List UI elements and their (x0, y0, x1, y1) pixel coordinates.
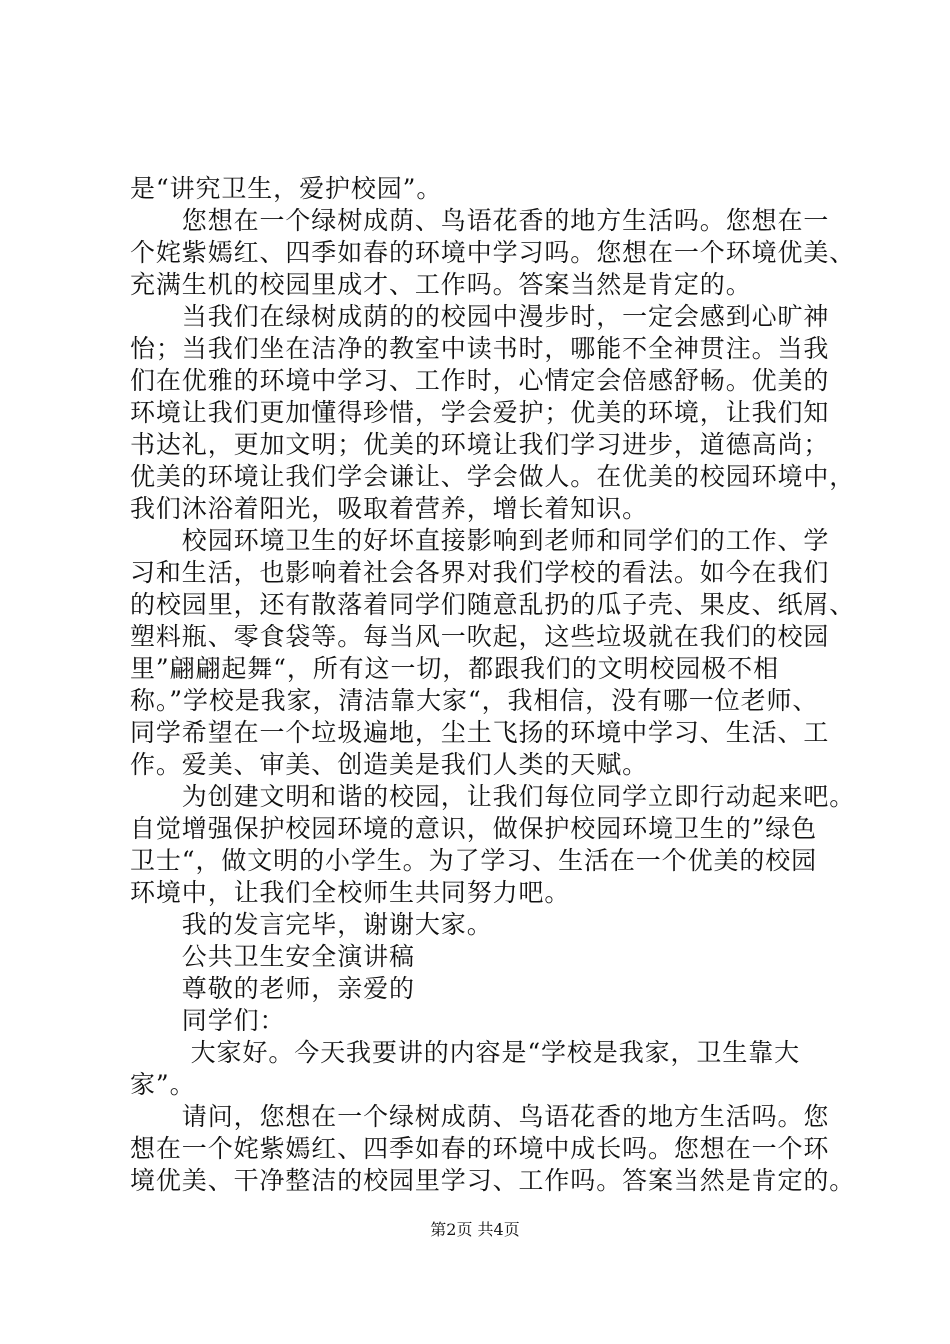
text-line: 我们沐浴着阳光，吸取着营养，增长着知识。 (130, 494, 649, 523)
text-line: 我的发言完毕，谢谢大家。 (130, 910, 493, 939)
text-line: 环境让我们更加懂得珍惜，学会爱护；优美的环境，让我们知 (130, 398, 830, 427)
text-line: 作。爱美、审美、创造美是我们人类的天赋。 (130, 750, 649, 779)
text-line: 校园环境卫生的好坏直接影响到老师和同学们的工作、学 (130, 526, 830, 555)
text-line: 个姹紫嫣红、四季如春的环境中学习吗。您想在一个环境优美、 (130, 238, 856, 267)
text-line: 充满生机的校园里成才、工作吗。答案当然是肯定的。 (130, 270, 752, 299)
text-line: 大家好。今天我要讲的内容是“学校是我家，卫生靠大 (130, 1038, 801, 1067)
text-line: 里”翩翩起舞“，所有这一切，都跟我们的文明校园极不相 (130, 654, 779, 683)
text-line: 优美的环境让我们学会谦让、学会做人。在优美的校园环境中， (130, 462, 856, 491)
text-line: 尊敬的老师，亲爱的 (130, 974, 415, 1003)
text-line: 同学们： (130, 1006, 286, 1035)
text-line: 的校园里，还有散落着同学们随意乱扔的瓜子壳、果皮、纸屑、 (130, 590, 856, 619)
text-line: 同学希望在一个垃圾遍地，尘土飞扬的环境中学习、生活、工 (130, 718, 830, 747)
text-line: 书达礼，更加文明；优美的环境让我们学习进步，道德高尚； (130, 430, 830, 459)
text-line: 公共卫生安全演讲稿 (130, 942, 415, 971)
page-number-footer: 第2页 共4页 (430, 1220, 520, 1239)
text-line: 称。”学校是我家，清洁靠大家“，我相信，没有哪一位老师、 (130, 686, 819, 715)
text-line: 习和生活，也影响着社会各界对我们学校的看法。如今在我们 (130, 558, 830, 587)
text-line: 当我们在绿树成荫的的校园中漫步时，一定会感到心旷神 (130, 302, 830, 331)
text-line: 想在一个姹紫嫣红、四季如春的环境中成长吗。您想在一个环 (130, 1134, 830, 1163)
text-line: 塑料瓶、零食袋等。每当风一吹起，这些垃圾就在我们的校园 (130, 622, 830, 651)
text-line: 境优美、干净整洁的校园里学习、工作吗。答案当然是肯定的。 (130, 1166, 856, 1195)
text-line: 为创建文明和谐的校园，让我们每位同学立即行动起来吧。 (130, 782, 856, 811)
text-line: 自觉增强保护校园环境的意识，做保护校园环境卫生的”绿色 (130, 814, 818, 843)
text-line: 是“讲究卫生，爱护校园”。 (130, 174, 443, 203)
text-line: 怡；当我们坐在洁净的教室中读书时，哪能不全神贯注。当我 (130, 334, 830, 363)
text-line: 们在优雅的环境中学习、工作时，心情定会倍感舒畅。优美的 (130, 366, 830, 395)
text-line: 您想在一个绿树成荫、鸟语花香的地方生活吗。您想在一 (130, 206, 830, 235)
text-line: 环境中，让我们全校师生共同努力吧。 (130, 878, 571, 907)
text-line: 家”。 (130, 1070, 196, 1099)
text-line: 请问，您想在一个绿树成荫、鸟语花香的地方生活吗。您 (130, 1102, 830, 1131)
text-line: 卫士“，做文明的小学生。为了学习、生活在一个优美的校园 (130, 846, 818, 875)
